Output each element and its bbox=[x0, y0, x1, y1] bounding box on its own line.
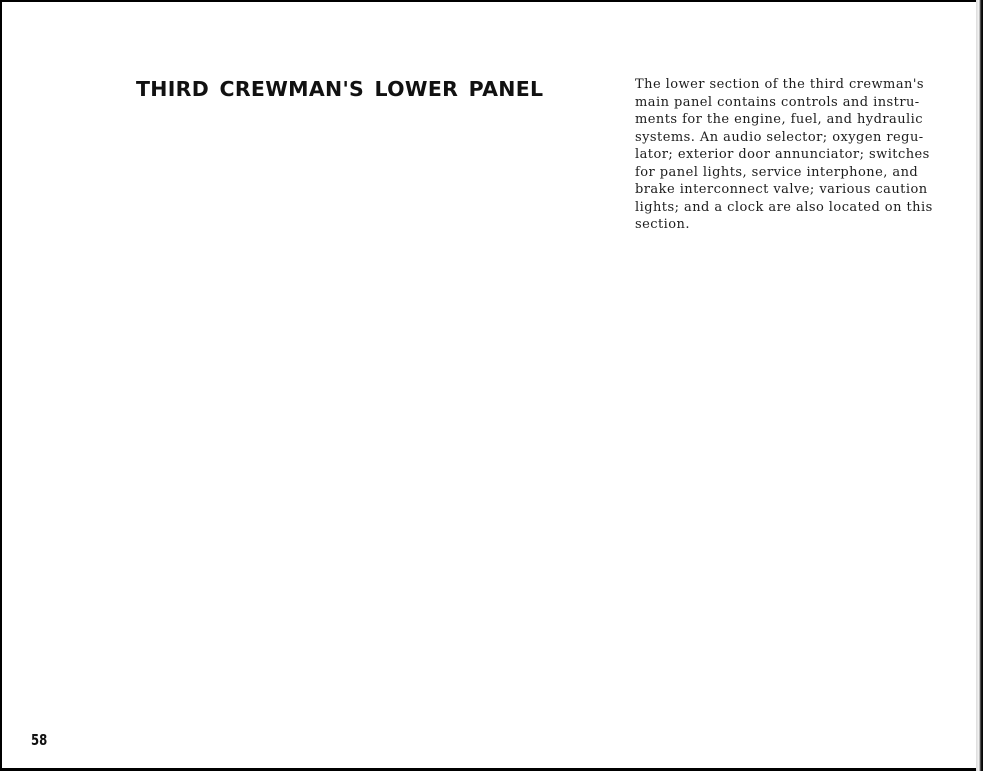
paragraph-line: ments for the engine, fuel, and hydraulic bbox=[635, 112, 924, 127]
paragraph-line: The lower section of the third crewman's bbox=[635, 77, 925, 92]
paragraph-line: lator; exterior door annunciator; switches bbox=[635, 147, 930, 162]
paragraph-line: for panel lights, service interphone, and bbox=[635, 164, 919, 180]
page-edge bbox=[976, 0, 983, 771]
paragraph-line: main panel contains controls and instru- bbox=[635, 94, 920, 110]
section-heading: THIRD CREWMAN'S LOWER PANEL bbox=[136, 77, 544, 101]
page-number: 58 bbox=[31, 731, 48, 749]
paragraph-line: brake interconnect valve; various caution bbox=[635, 182, 928, 197]
description-paragraph bbox=[635, 76, 933, 234]
paragraph-line: systems. An audio selector; oxygen regu- bbox=[635, 129, 924, 145]
paragraph-line: lights; and a clock are also located on this bbox=[635, 199, 933, 215]
paragraph-line: section. bbox=[635, 217, 690, 232]
